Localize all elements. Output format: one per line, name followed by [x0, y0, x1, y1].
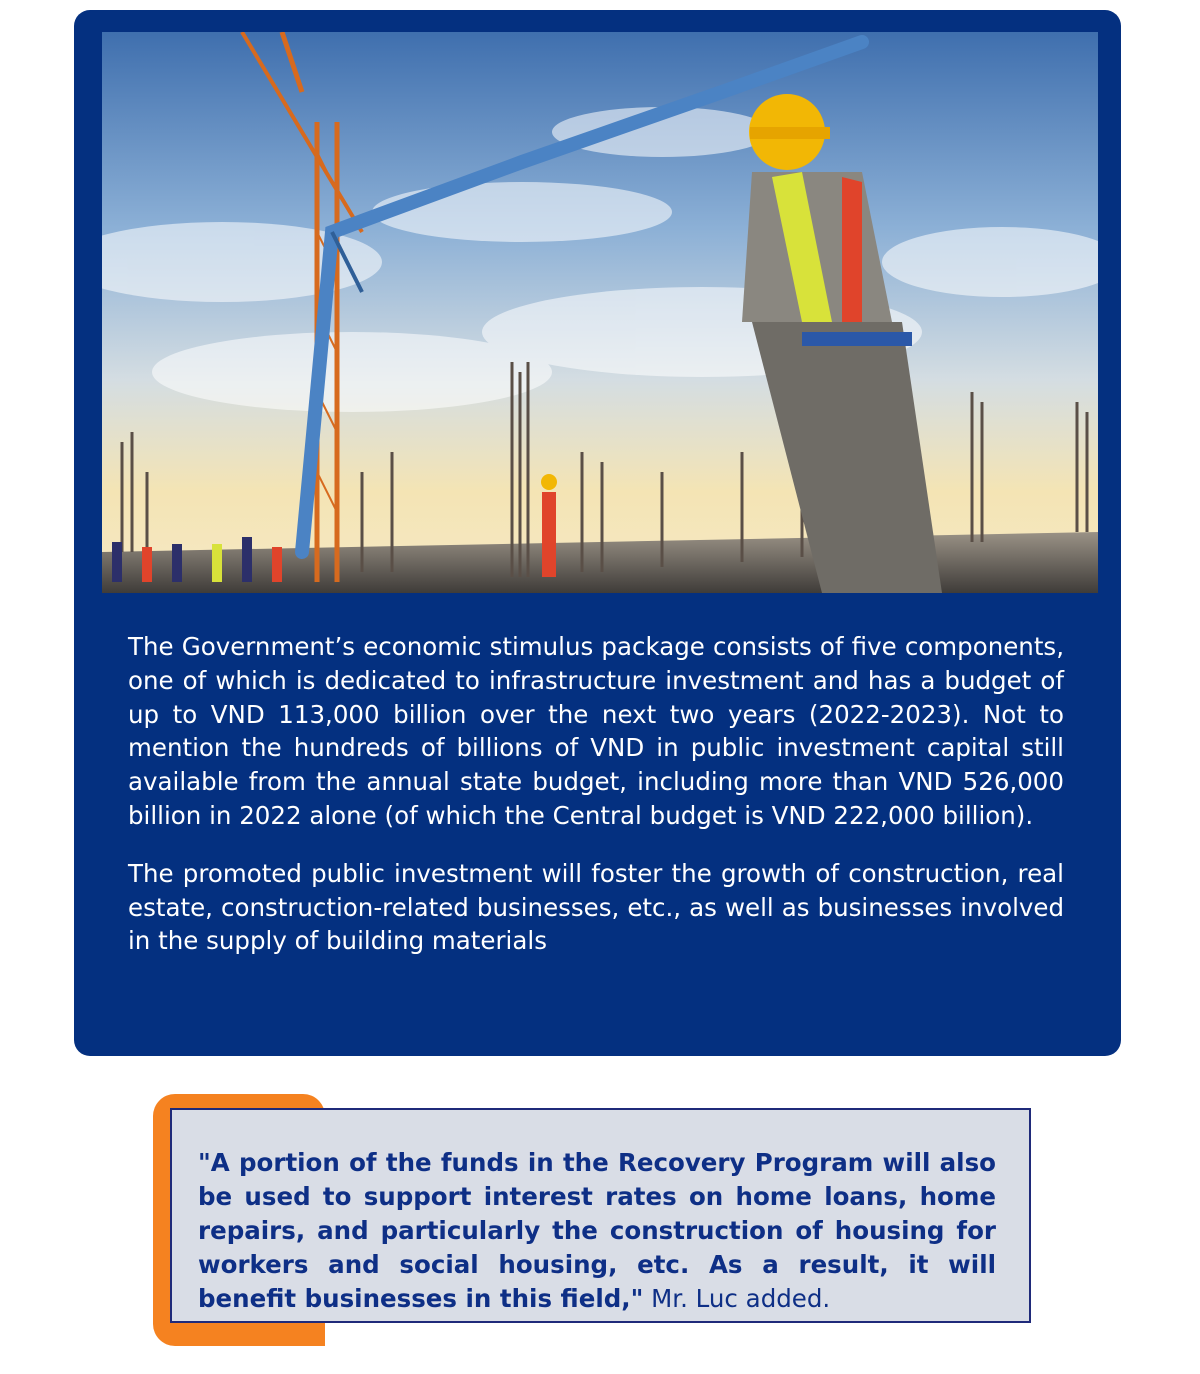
- article-body: [128, 630, 1064, 982]
- construction-site-photo: [102, 32, 1098, 593]
- paragraph-public-investment: The promoted public investment will foster the growth of construction, real estate, construction-related businesses, etc., as well as businesses involved in the supply of building materials: [128, 858, 1064, 956]
- construction-site-illustration: [102, 32, 1098, 593]
- article-card: [74, 10, 1121, 1056]
- quote-text: [198, 1146, 996, 1316]
- quote-box: [170, 1108, 1031, 1323]
- paragraph-stimulus-package: The Government’s economic stimulus package consists of five components, one of which is dedicated to infrastructure investment and has a budget of up to VND 113,000 billion over the next two years (2022-2023). Not to mention the hundreds of billions of VND in public investment capital still available from the annual state budget, including more than VND 526,000 billion in 2022 alone (of which the Central budget is VND 222,000 billion).: [128, 632, 1064, 830]
- quote-attribution: Mr. Luc added.: [643, 1284, 831, 1313]
- quote-statement: "A portion of the funds in the Recovery Program will also be used to support interest rates on home loans, home repairs, and particularly the construction of housing for workers and social housing, etc. As a result, it will benefit businesses in this field,": [198, 1148, 996, 1313]
